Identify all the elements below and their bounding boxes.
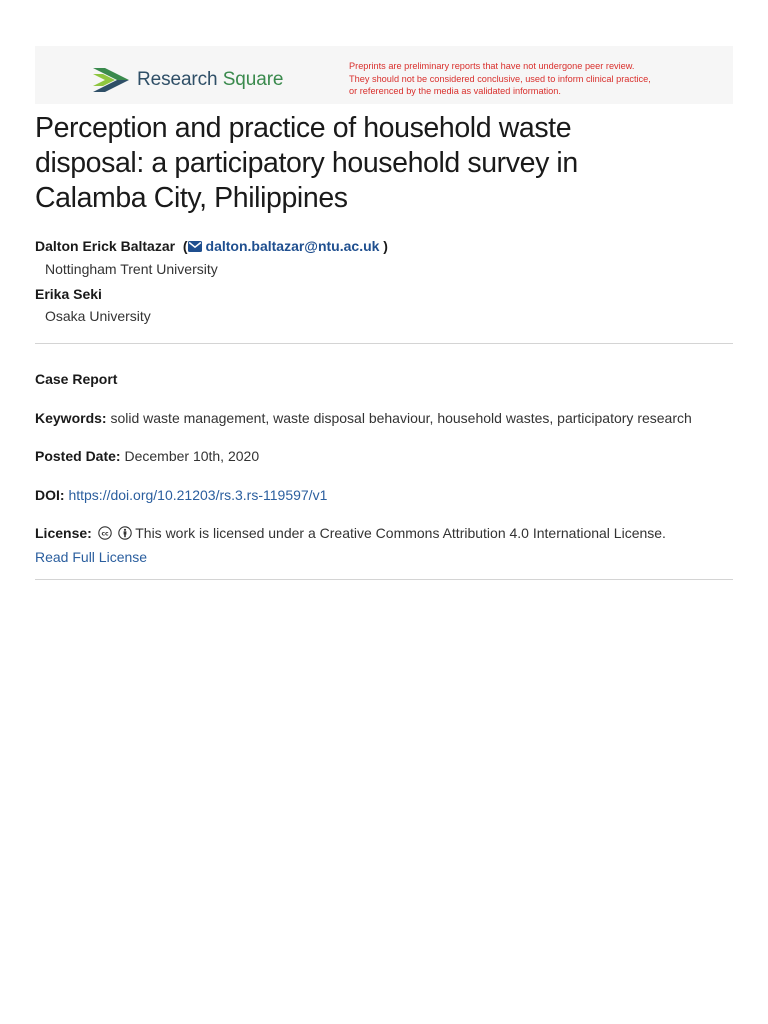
- attribution-icon: [118, 526, 132, 540]
- envelope-icon: [188, 241, 202, 252]
- title-line: Perception and practice of household waste: [35, 112, 572, 144]
- svg-text:cc: cc: [101, 530, 109, 538]
- disclaimer-line: They should not be considered conclusive, used to inform clinical practice,: [349, 73, 651, 84]
- posted-date: [35, 448, 259, 464]
- disclaimer-line: Preprints are preliminary reports that have not undergone peer review.: [349, 61, 635, 71]
- article-type-label: Case Report: [35, 371, 118, 387]
- posted-date-value: December 10th, 2020: [124, 448, 260, 464]
- author-name: Erika Seki: [35, 286, 102, 302]
- disclaimer-line: or referenced by the media as validated information.: [349, 86, 561, 96]
- license: [35, 525, 666, 541]
- creative-commons-icon: [98, 526, 112, 540]
- author-name: Dalton Erick Baltazar: [35, 238, 176, 254]
- read-license: [35, 549, 147, 565]
- preprint-disclaimer: [349, 60, 709, 98]
- author-email-link[interactable]: dalton.baltazar@ntu.ac.uk: [205, 238, 380, 254]
- doi: [35, 487, 327, 503]
- divider: [35, 343, 733, 344]
- doi-label: DOI:: [35, 487, 65, 503]
- research-square-logo-icon: [93, 66, 129, 94]
- keywords-value: solid waste management, waste disposal behaviour, household wastes, participatory research: [110, 410, 692, 426]
- paper-title: [35, 111, 725, 216]
- doi-link[interactable]: https://doi.org/10.21203/rs.3.rs-119597/v1: [68, 487, 328, 503]
- posted-date-label: Posted Date:: [35, 448, 121, 464]
- read-full-license-link[interactable]: Read Full License: [35, 549, 148, 565]
- divider: [35, 579, 733, 580]
- research-square-logo[interactable]: [93, 65, 283, 95]
- preprint-banner: [35, 46, 733, 104]
- keywords: [35, 410, 692, 426]
- license-text: This work is licensed under a Creative Commons Attribution 4.0 International License.: [135, 525, 666, 541]
- keywords-label: Keywords:: [35, 410, 107, 426]
- author-1-affiliation: Nottingham Trent University: [45, 261, 218, 277]
- author-2-affiliation: Osaka University: [45, 308, 151, 324]
- logo-text: Research Square: [137, 69, 284, 90]
- author-1: Dalton Erick Baltazar ( dalton.baltazar@ntu.ac.uk ): [35, 238, 388, 254]
- title-line: disposal: a participatory household survey in: [35, 147, 578, 179]
- title-line: Calamba City, Philippines: [35, 182, 348, 214]
- author-2: [35, 286, 102, 302]
- article-type: [35, 371, 117, 387]
- license-label: License:: [35, 525, 92, 541]
